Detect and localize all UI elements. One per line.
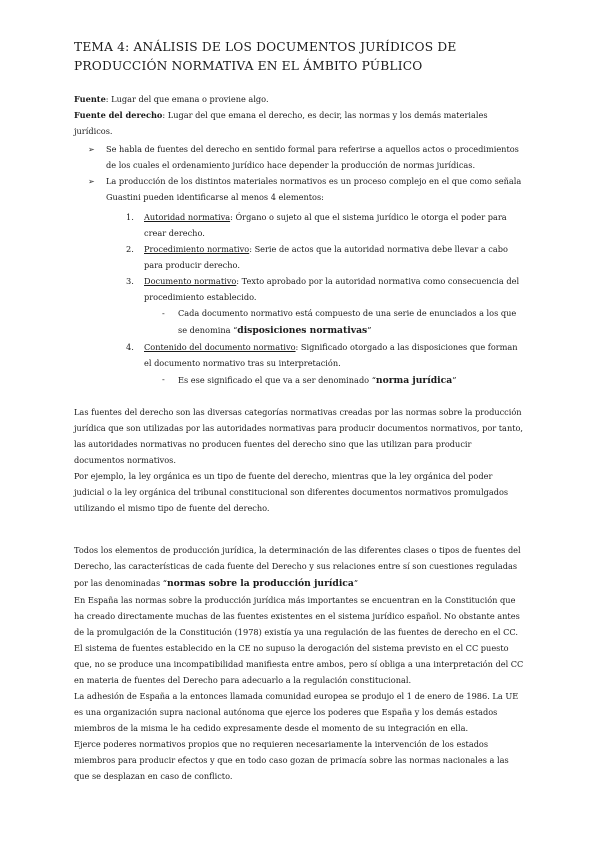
element-term: Documento normativo	[144, 275, 237, 286]
definition-fuente-derecho	[74, 108, 524, 140]
dash-text: Cada documento normativo está compuesto de una serie de enunciados a los que se denomina “	[178, 307, 517, 335]
element-text: : Significado otorgado a las disposiciones que forman el documento normativo tras su interpretación.	[144, 341, 518, 368]
dash-text: Es ese significado el que va a ser denominado “	[178, 374, 376, 385]
element-number: 4.	[126, 341, 134, 352]
paragraph-text: Todos los elementos de producción jurídica, la determinación de las diferentes clases o tipos de fuentes del Derecho, las características de cada fuente del Derecho y sus relaciones entre sí son cuestiones reguladas por las denominadas “	[74, 545, 521, 589]
paragraph: El sistema de fuentes establecido en la CE no supuso la derogación del sistema previsto en el CC puesto que, no se produce una incompatibilidad manifiesta entre ambos, pero sí obliga a una interpretación del CC en materia de fuentes del Derecho para adecuarlo a la regulación constitucional.	[74, 643, 524, 686]
element-number: 3.	[126, 275, 134, 286]
dash-text-end: ”	[452, 374, 457, 385]
definition-text: : Lugar del que emana o proviene algo.	[105, 93, 269, 104]
dash-item	[178, 372, 524, 390]
arrow-bullet-list	[74, 142, 524, 390]
element-number: 2.	[126, 243, 134, 254]
element-term: Autoridad normativa	[144, 211, 231, 222]
highlight-term: disposiciones normativas	[237, 324, 368, 336]
dash-list	[144, 372, 524, 390]
dash-text-end: ”	[367, 324, 372, 335]
element-item	[126, 242, 524, 274]
element-number: 1.	[126, 211, 134, 222]
paragraph: Por ejemplo, la ley orgánica es un tipo de fuente del derecho, mientras que la ley orgánica del poder judicial o la ley orgánica del tribunal constitucional son diferentes documentos normativos promulgados utilizando el mismo tipo de fuente del derecho.	[74, 471, 509, 514]
definition-fuente	[74, 92, 524, 108]
elements-list	[106, 210, 524, 390]
highlight-term: norma jurídica	[375, 374, 453, 386]
element-text: : Texto aprobado por la autoridad normativa como consecuencia del procedimiento establecido.	[144, 275, 520, 302]
element-item	[126, 340, 524, 390]
paragraph: Las fuentes del derecho son las diversas categorías normativas creadas por las normas sobre la producción jurídica que son utilizadas por las autoridades normativas para producir documentos normativos, por tanto, las autoridades normativas no producen fuentes del derecho sino que las utilizan para producir documentos normativos.	[74, 407, 524, 466]
bullet-item: ➢ Se habla de fuentes del derecho en sentido formal para referirse a aquellos actos o procedimientos de los cuales el ordenamiento jurídico hace depender la producción de normas jurídicas.	[106, 142, 524, 174]
document-title: TEMA 4: ANÁLISIS DE LOS DOCUMENTOS JURÍDICOS DE PRODUCCIÓN NORMATIVA EN EL ÁMBITO PÚBLICO	[74, 40, 457, 73]
element-term: Procedimiento normativo	[144, 243, 250, 254]
bullet-item	[106, 174, 524, 390]
element-item	[126, 274, 524, 340]
highlight-term: normas sobre la producción jurídica	[166, 578, 354, 590]
dash-item	[178, 306, 524, 340]
paragraph	[74, 543, 524, 593]
element-item	[126, 210, 524, 242]
dash-list	[144, 306, 524, 340]
element-term: Contenido del documento normativo	[144, 341, 296, 352]
definition-term: Fuente	[74, 93, 106, 104]
definition-term: Fuente del derecho	[74, 109, 163, 120]
element-text: : Serie de actos que la autoridad normativa debe llevar a cabo para producir derecho.	[144, 243, 508, 270]
bullet-text: La producción de los distintos materiales normativos es un proceso complejo en el que como señala Guastini pueden identificarse al menos 4 elementos:	[106, 175, 522, 202]
paragraph-text-end: ”	[353, 578, 359, 589]
paragraph: Ejerce poderes normativos propios que no requieren necesariamente la intervención de los estados miembros para producir efectos y que en todo caso gozan de primacía sobre las normas nacionales a las que se desplazan en caso de conflicto.	[74, 739, 509, 782]
paragraph: La adhesión de España a la entonces llamada comunidad europea se produjo el 1 de enero de 1986. La UE es una organización supra nacional autónoma que ejerce los poderes que España y los demás estados miembros de la misma le ha cedido expresamente desde el momento de su integración en ella.	[74, 691, 519, 734]
element-text: : Órgano o sujeto al que el sistema jurídico le otorga el poder para crear derecho.	[144, 211, 507, 238]
definition-text: : Lugar del que emana el derecho, es decir, las normas y los demás materiales jurídicos.	[74, 109, 488, 136]
paragraph: En España las normas sobre la producción jurídica más importantes se encuentran en la Constitución que ha creado directamente muchas de las fuentes existentes en el sistema jurídico español. No obstante antes de la promulgación de la Constitución (1978) existía ya una regulación de las fuentes de derecho en el CC.	[74, 595, 520, 638]
